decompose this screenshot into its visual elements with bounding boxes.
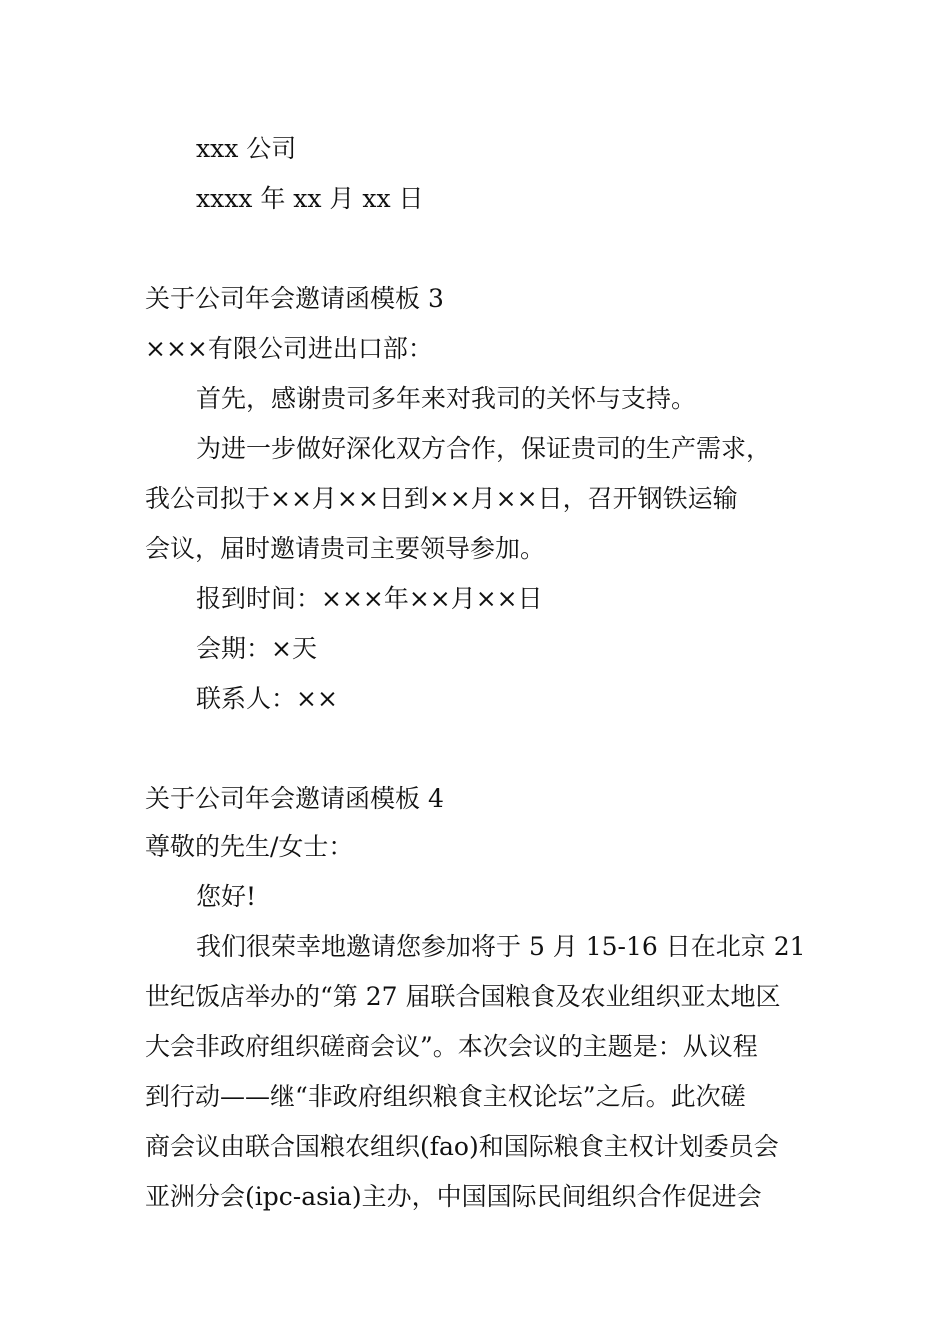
signature-date: xxxx 年 xx 月 xx 日 xyxy=(196,184,424,213)
section4-body-line6: 亚洲分会(ipc-asia)主办，中国国际民间组织合作促进会 xyxy=(145,1182,762,1211)
section3-duration: 会期：×天 xyxy=(196,634,317,663)
section4-title: 关于公司年会邀请函模板 4 xyxy=(145,784,444,813)
section4-body-line5: 商会议由联合国粮农组织(fao)和国际粮食主权计划委员会 xyxy=(145,1132,779,1161)
signature-company: xxx 公司 xyxy=(196,134,297,163)
section3-contact: 联系人：×× xyxy=(196,684,338,713)
section4-body-line1: 我们很荣幸地邀请您参加将于 5 月 15-16 日在北京 21 xyxy=(196,932,806,961)
section4-salutation: 尊敬的先生/女士： xyxy=(145,832,354,861)
section3-salutation: ×××有限公司进出口部： xyxy=(145,334,433,363)
section3-para2-line2: 我公司拟于××月××日到××月××日，召开钢铁运输 xyxy=(145,484,738,513)
section3-para2-line3: 会议，届时邀请贵司主要领导参加。 xyxy=(145,534,546,563)
section4-body-line4: 到行动——继“非政府组织粮食主权论坛”之后。此次磋 xyxy=(145,1082,746,1111)
section3-report-time: 报到时间：×××年××月××日 xyxy=(196,584,543,613)
section4-greeting: 您好! xyxy=(196,882,257,911)
section3-para1: 首先，感谢贵司多年来对我司的关怀与支持。 xyxy=(196,384,697,413)
section3-para2-line1: 为进一步做好深化双方合作，保证贵司的生产需求， xyxy=(196,434,772,463)
section4-body-line3: 大会非政府组织磋商会议”。本次会议的主题是：从议程 xyxy=(145,1032,758,1061)
section4-body-line2: 世纪饭店举办的“第 27 届联合国粮食及农业组织亚太地区 xyxy=(145,982,781,1011)
section3-title: 关于公司年会邀请函模板 3 xyxy=(145,284,444,313)
